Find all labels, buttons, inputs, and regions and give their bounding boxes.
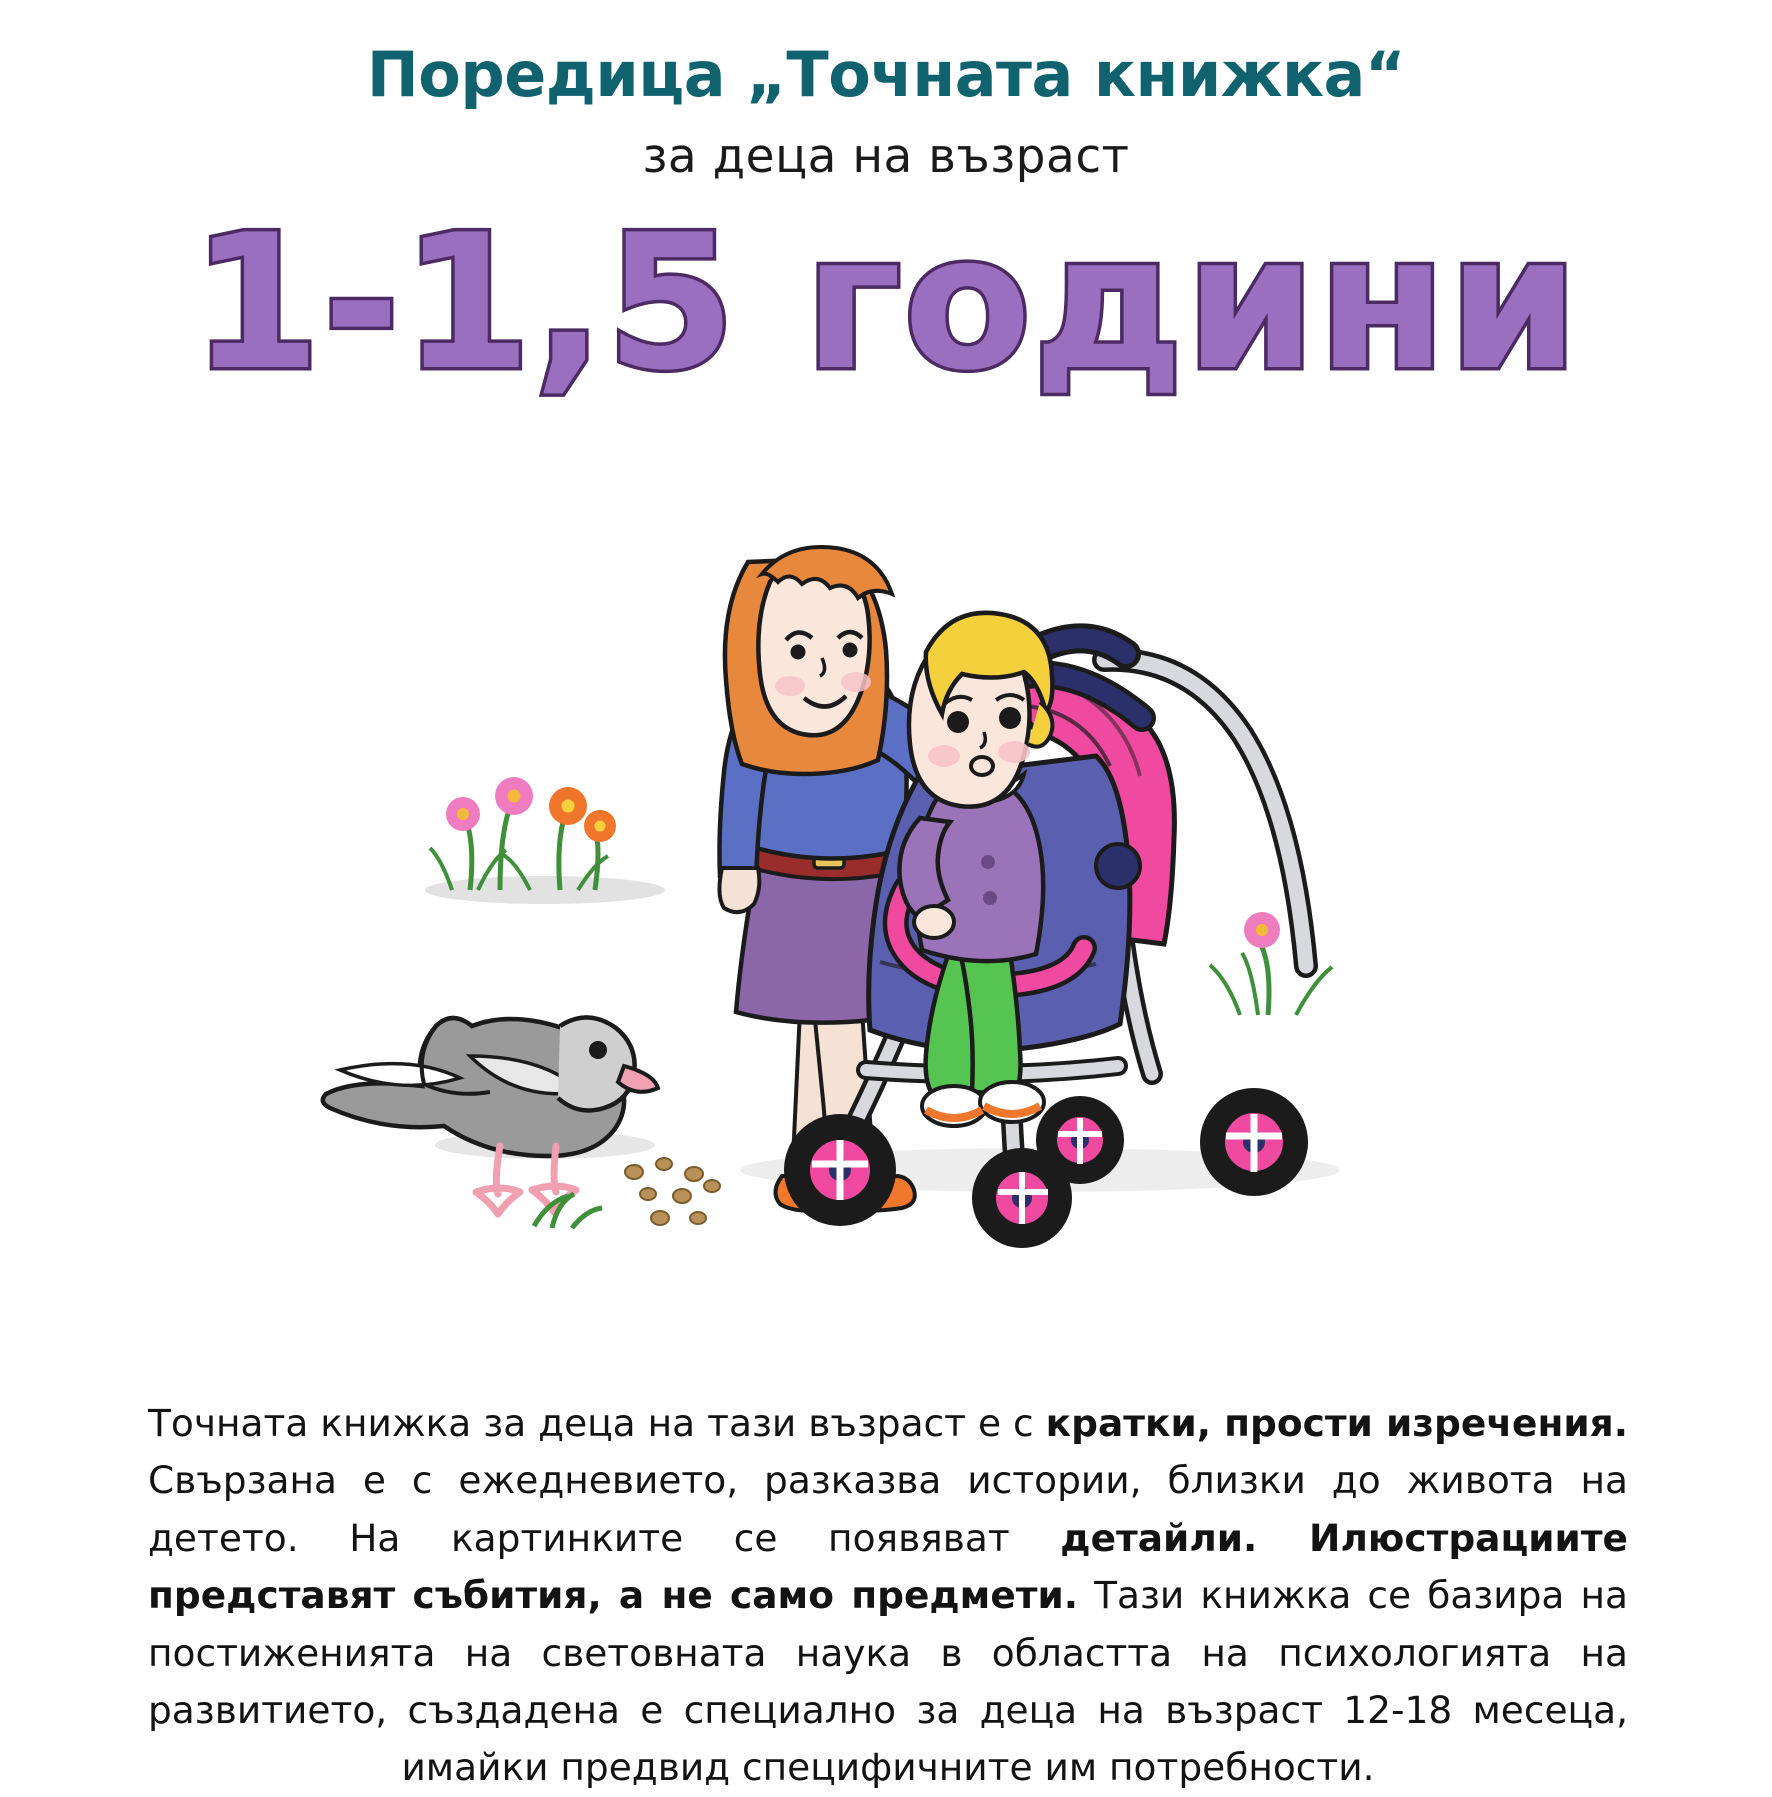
text-segment-bold: детайли. Илюстрациите представят събития, а не само предмети. xyxy=(148,1515,1628,1618)
flowers-left xyxy=(430,777,616,890)
description-text xyxy=(148,1395,1628,1797)
flower-icon xyxy=(495,777,533,815)
flower-icon xyxy=(549,787,587,825)
flower-icon xyxy=(446,797,480,831)
flower-icon xyxy=(1244,912,1280,948)
text-segment: Точната книжка за деца на тази възраст е с xyxy=(148,1401,1046,1445)
series-subtitle: за деца на възраст xyxy=(642,129,1130,185)
age-range-headline: 1-1,5 години xyxy=(191,194,1581,412)
pigeon xyxy=(323,1017,658,1214)
text-segment: Свързана е с ежедневието, разказва истории, близки до живота на детето. На картинките се появяват xyxy=(148,1458,1628,1560)
wheel xyxy=(784,1114,896,1226)
illustration-mother-with-stroller-and-pigeon xyxy=(0,470,1772,1260)
shadow-flowers-left xyxy=(425,876,665,904)
flower-icon xyxy=(584,810,616,842)
text-segment: Тази книжка се базира на постиженията на световната наука в областта на психологията на развитието, създадена е специално за деца на възраст 12-18 месеца, имайки предвид специфичните им потребности. xyxy=(148,1573,1628,1790)
series-title: Поредица „Точната книжка“ xyxy=(366,38,1406,111)
wheel xyxy=(1200,1088,1308,1196)
description-paragraph xyxy=(148,1395,1628,1797)
wheel xyxy=(1036,1096,1124,1184)
seeds-on-ground xyxy=(625,1158,720,1225)
text-segment-bold: кратки, прости изречения. xyxy=(1045,1401,1629,1445)
poster-header xyxy=(0,38,1772,412)
